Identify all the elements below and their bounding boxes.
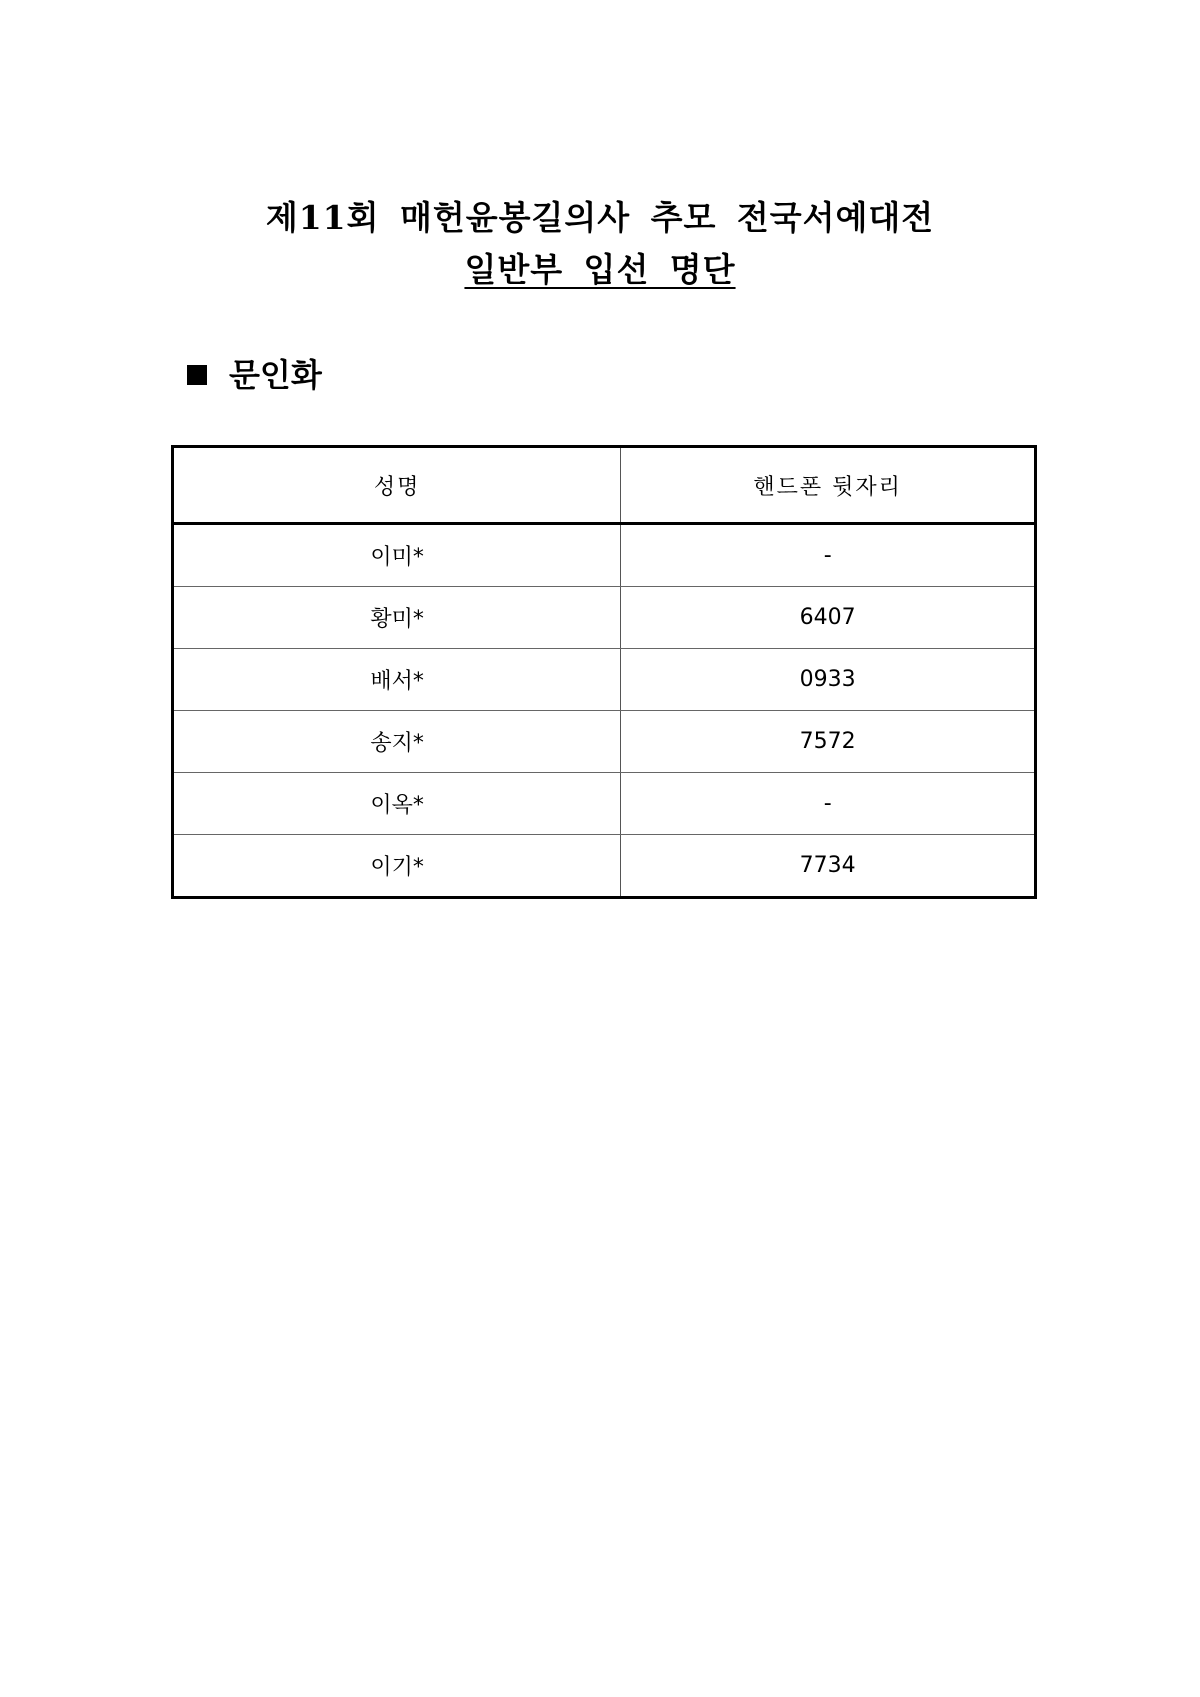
black-square-icon	[187, 365, 207, 385]
table-row	[173, 524, 1036, 587]
header-phone: 핸드폰 뒷자리	[621, 447, 1036, 524]
document-subtitle-text: 일반부 입선 명단	[464, 250, 736, 289]
cell-name: 배서*	[173, 649, 621, 711]
section-heading	[187, 355, 322, 395]
cell-name: 송지*	[173, 711, 621, 773]
cell-name: 황미*	[173, 587, 621, 649]
cell-name: 이미*	[173, 524, 621, 587]
cell-phone: 7734	[621, 835, 1036, 898]
cell-phone: 0933	[621, 649, 1036, 711]
table-row	[173, 649, 1036, 711]
winners-table	[171, 445, 1037, 899]
header-name: 성명	[173, 447, 621, 524]
cell-phone: 7572	[621, 711, 1036, 773]
cell-phone: -	[621, 773, 1036, 835]
table-row	[173, 587, 1036, 649]
cell-name: 이옥*	[173, 773, 621, 835]
section-heading-label: 문인화	[229, 356, 322, 394]
cell-name: 이기*	[173, 835, 621, 898]
table-row	[173, 835, 1036, 898]
table-row	[173, 711, 1036, 773]
document-subtitle	[0, 250, 1200, 290]
document-title: 제11회 매헌윤봉길의사 추모 전국서예대전	[265, 198, 935, 237]
cell-phone: -	[621, 524, 1036, 587]
table-row	[173, 773, 1036, 835]
cell-phone: 6407	[621, 587, 1036, 649]
table-header-row	[173, 447, 1036, 524]
